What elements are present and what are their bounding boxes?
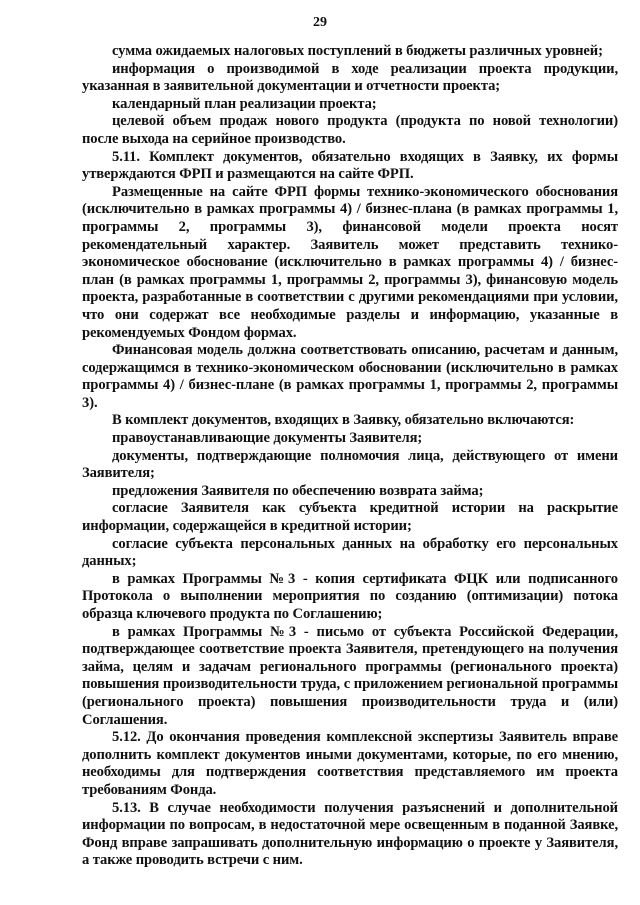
paragraph: календарный план реализации проекта; [112, 95, 377, 112]
paragraph: целевой объем продаж нового продукта (продукта по новой технологии) после выхода на серийное производство. [82, 113, 618, 147]
document-body [82, 43, 618, 870]
paragraph: правоустанавливающие документы Заявителя; [112, 430, 423, 447]
paragraph: согласие Заявителя как субъекта кредитной истории на раскрытие информации, содержащейся в кредитной истории; [82, 500, 618, 535]
paragraph: информация о производимой в ходе реализации проекта продукции, указанная в заявительной документации и отчетности проекта; [82, 60, 618, 95]
paragraph: Размещенные на сайте ФРП формы технико-экономического обоснования (исключительно в рамках программы 4) / бизнес-плана (в рамках программы 1, программы 2, программы 3), финансовой модели проекта носят рекомендательный характер. Заявитель может представить технико-экономическое обоснование (исключительно в рамках программы 4) / бизнес-план (в рамках программы 1, программы 2, программы 3), финансовую модель проекта, разработанные в соответствии с другими рекомендациями при условии, что они содержат все необходимые разделы и информацию, указанные в рекомендуемых Фондом формах. [82, 183, 618, 341]
paragraph: предложения Заявителя по обеспечению возврата займа; [112, 482, 484, 499]
paragraph: 5.11. Комплект документов, обязательно входящих в Заявку, их формы утверждаются ФРП и размещаются на сайте ФРП. [82, 148, 618, 183]
paragraph: В комплект документов, входящих в Заявку, обязательно включаются: [112, 412, 575, 429]
paragraph: 5.13. В случае необходимости получения разъяснений и дополнительной информации по вопросам, в недостаточной мере освещенным в поданной Заявке, Фонд вправе запрашивать дополнительную информацию о проекте у Заявителя, а также проводить встречи с ним. [82, 799, 618, 869]
paragraph: 5.12. До окончания проведения комплексной экспертизы Заявитель вправе дополнить комплект документов иными документами, которые, по его мнению, необходимы для подтверждения соответствия представляемого им проекта требованиям Фонда. [82, 729, 618, 798]
paragraph: Финансовая модель должна соответствовать описанию, расчетам и данным, содержащимся в технико-экономическом обосновании (исключительно в рамках программы 4) / бизнес-плане (в рамках программы 1, программы 2, программы 3). [82, 342, 618, 411]
page-number: 29 [313, 15, 327, 30]
paragraph: документы, подтверждающие полномочия лица, действующего от имени Заявителя; [82, 447, 618, 482]
paragraph: в рамках Программы №3 - копия сертификата ФЦК или подписанного Протокола о выполнении мероприятия по созданию (оптимизации) потока образца ключевого продукта по Соглашению; [82, 570, 618, 622]
paragraph: сумма ожидаемых налоговых поступлений в бюджеты различных уровней; [112, 43, 603, 59]
paragraph: в рамках Программы №3 - письмо от субъекта Российской Федерации, подтверждающее соответствие проекта Заявителя, претендующего на получения займа, целям и задачам регионального программы (регионального проекта) повышения производительности труда, с приложением региональной программы (регионального проекта) повышения производительности труда и (или) Соглашения. [82, 623, 618, 728]
paragraph: согласие субъекта персональных данных на обработку его персональных данных; [82, 535, 618, 570]
